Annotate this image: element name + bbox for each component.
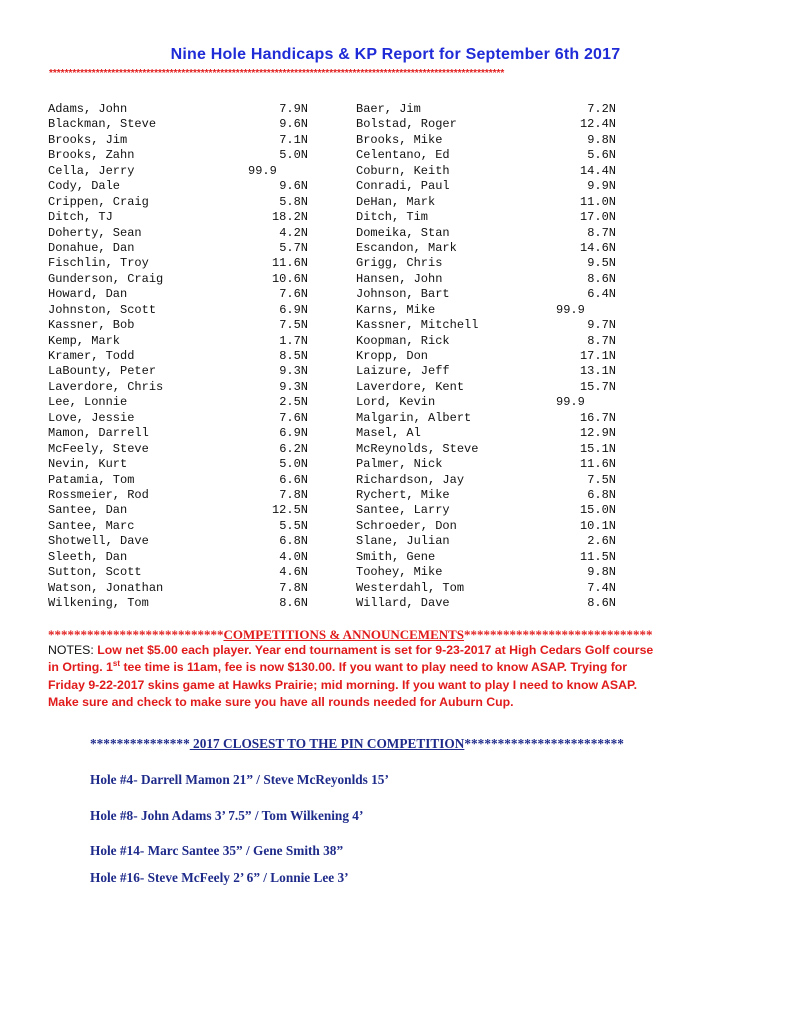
player-name: Palmer, Nick <box>356 457 443 472</box>
kp-hole-8: Hole #8- John Adams 3’ 7.5” / Tom Wilkening 4’ <box>90 808 364 823</box>
banner-stars-right: ***************************** <box>464 627 653 642</box>
player-name: Laverdore, Kent <box>356 379 465 394</box>
player-name: Masel, Al <box>356 426 421 441</box>
table-row <box>48 411 628 426</box>
player-name: Love, Jessie <box>48 410 135 425</box>
player-name: Kassner, Mitchell <box>356 318 479 333</box>
player-handicap: 6.2N <box>279 441 308 456</box>
player-name: McFeely, Steve <box>48 441 149 456</box>
player-name: Sleeth, Dan <box>48 549 128 564</box>
player-handicap: 17.1N <box>579 349 616 363</box>
player-name: Willard, Dave <box>356 596 450 610</box>
table-row <box>48 457 628 472</box>
player-handicap: 14.4N <box>579 163 616 178</box>
table-row <box>48 550 628 565</box>
player-name: Johnston, Scott <box>48 302 157 317</box>
table-row <box>48 426 628 441</box>
player-name: DeHan, Mark <box>356 194 436 209</box>
player-name: Howard, Dan <box>48 287 128 302</box>
player-name: Cella, Jerry <box>48 163 135 178</box>
player-name: Kassner, Bob <box>48 318 135 333</box>
player-handicap: 10.6N <box>271 271 308 286</box>
table-row <box>48 195 628 210</box>
player-handicap: 15.1N <box>579 441 616 456</box>
announcements-notes <box>48 642 748 712</box>
table-row <box>48 488 628 503</box>
competitions-banner <box>48 627 748 643</box>
player-name: Kropp, Don <box>356 349 429 363</box>
player-name: Cody, Dale <box>48 179 121 194</box>
handicap-table <box>48 102 628 611</box>
table-row <box>48 442 628 457</box>
player-handicap: 4.2N <box>279 225 308 240</box>
player-name: Bolstad, Roger <box>356 117 457 132</box>
notes-line-2b: tee time is 11am, fee is now $130.00. If you want to play need to know ASAP. Trying for <box>120 660 628 675</box>
player-handicap: 7.5N <box>587 472 616 487</box>
table-row <box>48 117 628 132</box>
player-name: Kemp, Mark <box>48 333 121 348</box>
notes-line-2-sup: st <box>112 659 121 669</box>
player-handicap: 1.7N <box>279 333 308 348</box>
player-handicap: 7.4N <box>587 580 616 595</box>
player-handicap: 9.5N <box>587 256 616 271</box>
player-handicap: 5.0N <box>279 457 308 472</box>
player-handicap: 9.7N <box>587 318 616 333</box>
player-handicap: 11.0N <box>579 194 616 209</box>
player-name: Nevin, Kurt <box>48 457 128 472</box>
player-handicap: 7.8N <box>279 487 308 502</box>
player-handicap: 8.7N <box>587 333 616 348</box>
player-handicap: 15.0N <box>579 503 616 518</box>
table-row <box>48 395 628 410</box>
player-handicap: 7.2N <box>587 102 616 116</box>
player-name: Crippen, Craig <box>48 194 149 209</box>
player-handicap: 8.6N <box>279 596 308 610</box>
player-name: Domeika, Stan <box>356 225 450 240</box>
player-name: Malgarin, Albert <box>356 410 472 425</box>
player-handicap: 12.4N <box>579 117 616 132</box>
player-handicap: 14.6N <box>579 240 616 255</box>
player-handicap: 11.6N <box>271 256 308 271</box>
table-row <box>48 102 628 117</box>
player-name: LaBounty, Peter <box>48 364 157 379</box>
player-handicap: 8.6N <box>587 596 616 610</box>
kp-stars-left: *************** <box>90 736 190 751</box>
player-name: Rychert, Mike <box>356 487 450 502</box>
table-row <box>48 534 628 549</box>
table-row <box>48 210 628 225</box>
player-name: Lee, Lonnie <box>48 395 128 410</box>
player-handicap: 9.6N <box>279 117 308 132</box>
player-name: Santee, Dan <box>48 503 128 518</box>
player-name: Ditch, Tim <box>356 210 429 225</box>
kp-hole-4: Hole #4- Darrell Mamon 21” / Steve McReyonlds 15’ <box>90 772 389 787</box>
player-handicap: 6.9N <box>279 302 308 317</box>
player-handicap: 17.0N <box>579 210 616 225</box>
player-name: Mamon, Darrell <box>48 426 149 441</box>
notes-line-1-text: Low net $5.00 each player. Year end tournament is set for 9-23-2017 at High Cedars Golf course <box>93 643 654 657</box>
table-row <box>48 349 628 364</box>
player-name: Watson, Jonathan <box>48 580 164 595</box>
player-handicap: 7.6N <box>279 287 308 302</box>
player-handicap: 9.6N <box>279 179 308 194</box>
player-name: Conradi, Paul <box>356 179 450 194</box>
player-name: Coburn, Keith <box>356 163 450 178</box>
table-row <box>48 334 628 349</box>
player-handicap: 6.8N <box>279 534 308 549</box>
player-handicap: 9.9N <box>587 179 616 194</box>
player-name: Celentano, Ed <box>356 148 450 163</box>
table-row <box>48 241 628 256</box>
player-name: Sutton, Scott <box>48 565 142 580</box>
player-name: Donahue, Dan <box>48 240 135 255</box>
table-row <box>48 503 628 518</box>
player-handicap: 7.5N <box>279 318 308 333</box>
table-row <box>48 473 628 488</box>
player-handicap: 5.0N <box>279 148 308 163</box>
player-name: Adams, John <box>48 102 128 116</box>
player-name: Fischlin, Troy <box>48 256 149 271</box>
player-name: Doherty, Sean <box>48 225 142 240</box>
player-name: Santee, Larry <box>356 503 450 518</box>
player-name: Blackman, Steve <box>48 117 157 132</box>
player-handicap: 6.4N <box>587 287 616 302</box>
player-handicap: 12.9N <box>579 426 616 441</box>
table-row <box>48 581 628 596</box>
kp-heading: 2017 CLOSEST TO THE PIN COMPETITION <box>189 736 465 751</box>
player-name: Koopman, Rick <box>356 333 450 348</box>
table-row <box>48 287 628 302</box>
notes-line-1 <box>48 642 748 659</box>
player-handicap: 8.5N <box>279 349 308 363</box>
player-name: Wilkening, Tom <box>48 596 149 610</box>
player-handicap: 4.6N <box>279 565 308 580</box>
table-row <box>48 596 628 611</box>
player-name: Ditch, TJ <box>48 210 113 225</box>
kp-hole-14: Hole #14- Marc Santee 35” / Gene Smith 38” <box>90 843 344 858</box>
player-name: Grigg, Chris <box>356 256 443 271</box>
player-handicap: 10.1N <box>579 518 616 533</box>
player-handicap: 13.1N <box>579 364 616 379</box>
table-row <box>48 565 628 580</box>
player-handicap: 7.8N <box>279 580 308 595</box>
player-handicap: 5.6N <box>587 148 616 163</box>
player-name: Slane, Julian <box>356 534 450 549</box>
player-handicap: 7.6N <box>279 410 308 425</box>
player-handicap: 15.7N <box>579 379 616 394</box>
player-handicap: 12.5N <box>271 503 308 518</box>
notes-line-4: Make sure and check to make sure you have all rounds needed for Auburn Cup. <box>48 695 514 710</box>
table-row <box>48 256 628 271</box>
player-name: Toohey, Mike <box>356 565 443 580</box>
player-name: Westerdahl, Tom <box>356 580 465 595</box>
player-handicap: 5.7N <box>279 240 308 255</box>
player-handicap: 99.9 <box>556 302 585 317</box>
table-row <box>48 179 628 194</box>
player-name: Brooks, Zahn <box>48 148 135 163</box>
table-row <box>48 272 628 287</box>
player-handicap: 5.5N <box>279 518 308 533</box>
player-name: McReynolds, Steve <box>356 441 479 456</box>
player-name: Santee, Marc <box>48 518 135 533</box>
player-name: Brooks, Mike <box>356 132 443 147</box>
player-name: Laizure, Jeff <box>356 364 450 379</box>
player-handicap: 6.8N <box>587 487 616 502</box>
player-handicap: 5.8N <box>279 194 308 209</box>
kp-hole-16: Hole #16- Steve McFeely 2’ 6” / Lonnie Lee 3’ <box>90 870 349 885</box>
notes-line-2 <box>48 659 748 676</box>
table-row <box>48 380 628 395</box>
player-name: Laverdore, Chris <box>48 379 164 394</box>
banner-stars-left: *************************** <box>48 627 224 642</box>
player-handicap: 18.2N <box>271 210 308 225</box>
table-row <box>48 318 628 333</box>
table-row <box>48 148 628 163</box>
table-row <box>48 133 628 148</box>
competitions-heading: COMPETITIONS & ANNOUNCEMENTS <box>223 627 465 642</box>
player-handicap: 99.9 <box>248 163 277 178</box>
table-row <box>48 364 628 379</box>
player-handicap: 8.7N <box>587 225 616 240</box>
player-handicap: 6.9N <box>279 426 308 441</box>
player-name: Shotwell, Dave <box>48 534 149 549</box>
player-handicap: 7.9N <box>279 102 308 116</box>
kp-banner <box>90 736 624 752</box>
player-handicap: 9.8N <box>587 132 616 147</box>
player-handicap: 9.8N <box>587 565 616 580</box>
title-divider: ********************************************************************************************************************* <box>49 68 505 79</box>
player-name: Lord, Kevin <box>356 395 436 410</box>
notes-line-2a: in Orting. 1 <box>48 660 113 675</box>
player-name: Hansen, John <box>356 271 443 286</box>
notes-label: NOTES: <box>48 643 94 657</box>
notes-line-3: Friday 9-22-2017 skins game at Hawks Prairie; mid morning. If you want to play I need to know ASAP. <box>48 677 638 692</box>
table-row <box>48 226 628 241</box>
player-name: Johnson, Bart <box>356 287 450 302</box>
player-handicap: 99.9 <box>556 395 585 410</box>
report-title: Nine Hole Handicaps & KP Report for September 6th 2017 <box>170 46 621 63</box>
player-name: Brooks, Jim <box>48 132 128 147</box>
player-name: Gunderson, Craig <box>48 271 164 286</box>
player-name: Kramer, Todd <box>48 349 135 363</box>
table-row <box>48 164 628 179</box>
player-handicap: 6.6N <box>279 472 308 487</box>
table-row <box>48 519 628 534</box>
player-handicap: 8.6N <box>587 271 616 286</box>
player-name: Rossmeier, Rod <box>48 487 149 502</box>
player-handicap: 7.1N <box>279 132 308 147</box>
player-name: Patamia, Tom <box>48 472 135 487</box>
player-handicap: 9.3N <box>279 364 308 379</box>
player-name: Richardson, Jay <box>356 472 465 487</box>
player-handicap: 9.3N <box>279 379 308 394</box>
player-name: Baer, Jim <box>356 102 421 116</box>
player-handicap: 11.6N <box>579 457 616 472</box>
player-name: Karns, Mike <box>356 302 436 317</box>
player-handicap: 2.6N <box>587 534 616 549</box>
player-handicap: 4.0N <box>279 549 308 564</box>
player-handicap: 2.5N <box>279 395 308 410</box>
player-name: Smith, Gene <box>356 549 436 564</box>
player-handicap: 16.7N <box>579 410 616 425</box>
table-row <box>48 303 628 318</box>
player-name: Escandon, Mark <box>356 240 457 255</box>
player-name: Schroeder, Don <box>356 518 457 533</box>
kp-stars-right: ************************ <box>464 736 624 751</box>
player-handicap: 11.5N <box>579 549 616 564</box>
